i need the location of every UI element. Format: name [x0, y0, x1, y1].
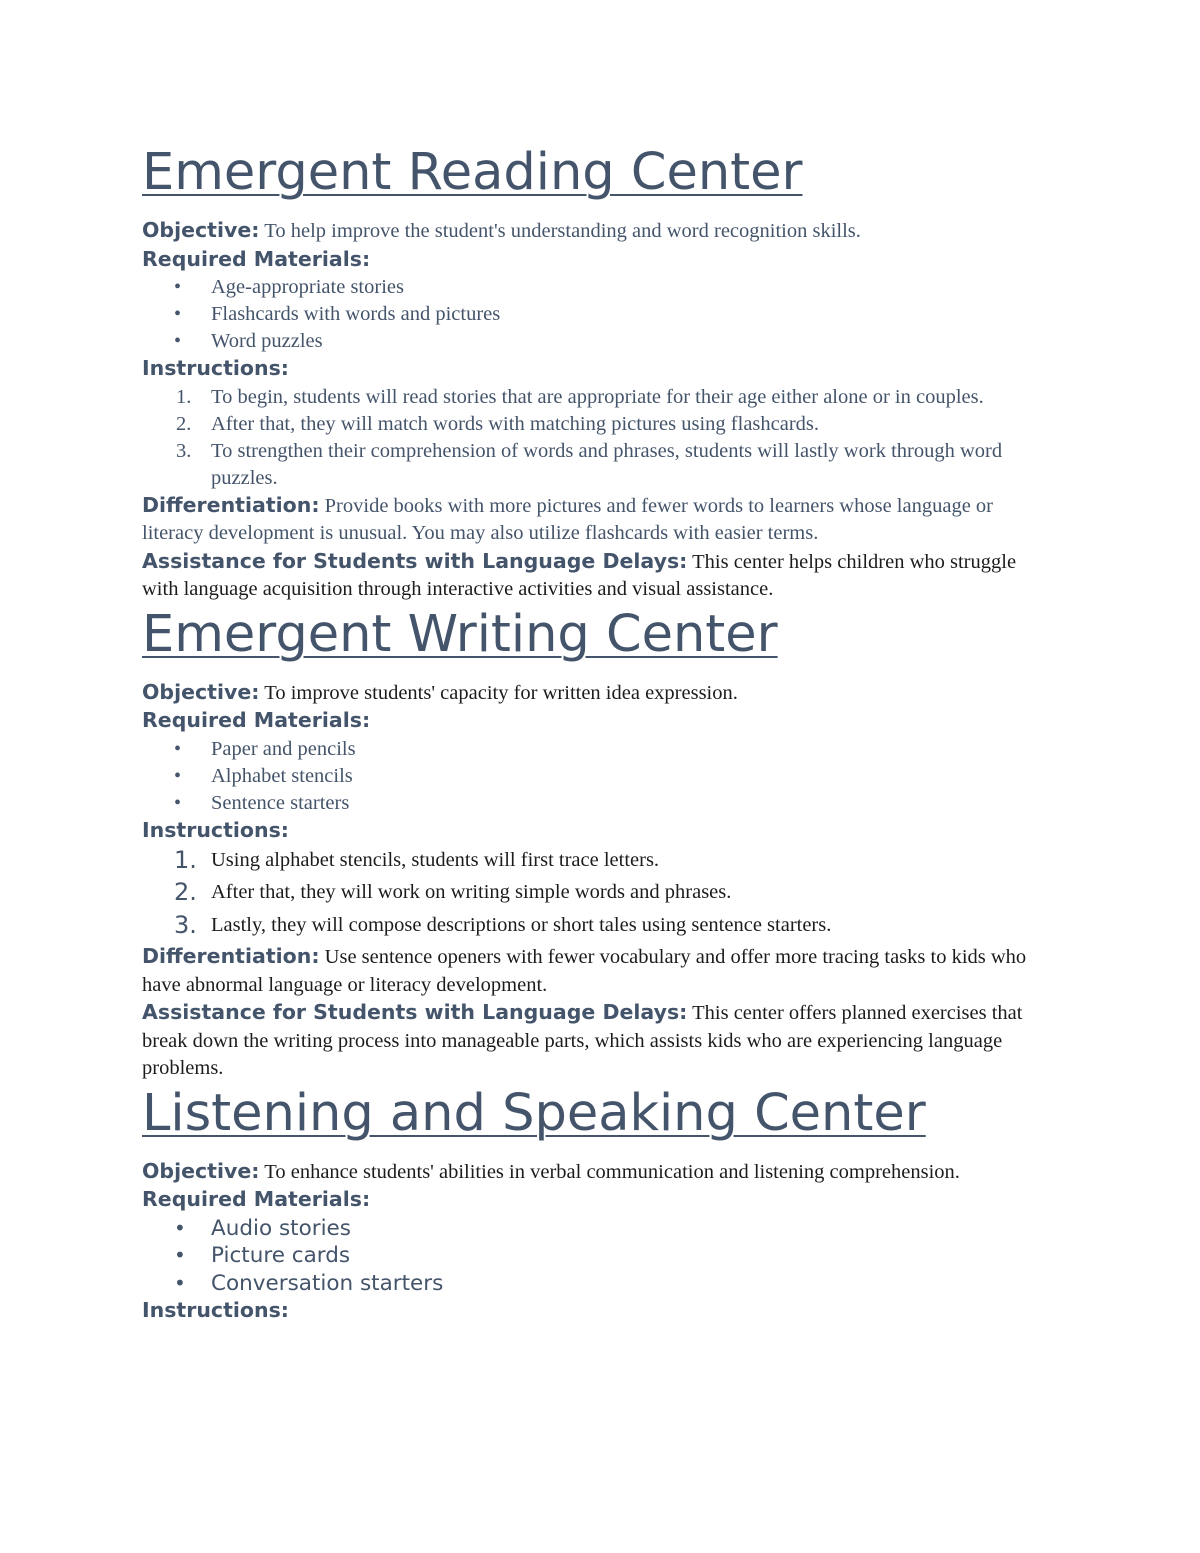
assistance-text: This center offers planned exercises that break down the writing process into manageable parts, which assists kids who are experiencing language problems. — [142, 1002, 1023, 1079]
materials-list — [142, 736, 1057, 817]
list-item-text: Using alphabet stencils, students will first trace letters. — [211, 849, 660, 871]
materials-list — [142, 1215, 1057, 1298]
list-item — [142, 845, 1057, 877]
list-item — [142, 274, 1057, 301]
instructions-label: Instructions: — [142, 356, 289, 380]
section-title-writing: Emergent Writing Center — [142, 604, 778, 664]
list-item — [142, 301, 1057, 328]
differentiation-paragraph — [142, 492, 1057, 548]
list-item-text: Alphabet stencils — [211, 764, 353, 787]
list-item-text: Paper and pencils — [211, 737, 356, 760]
bullet-icon: • — [174, 791, 182, 814]
list-item-text: Lastly, they will compose descriptions or short tales using sentence starters. — [211, 914, 832, 936]
list-item-text: After that, they will match words with matching pictures using flashcards. — [211, 412, 820, 435]
list-item — [142, 877, 1057, 909]
list-item — [142, 438, 1057, 492]
materials-heading — [142, 707, 1057, 736]
materials-label: Required Materials: — [142, 246, 371, 271]
list-item-text: Picture cards — [211, 1243, 351, 1268]
instructions-label: Instructions: — [142, 1298, 289, 1322]
list-item-text: Audio stories — [211, 1215, 351, 1241]
materials-heading — [142, 1186, 1057, 1215]
differentiation-text: Use sentence openers with fewer vocabulary and offer more tracing tasks to kids who have abnormal language or literacy development. — [142, 946, 1027, 996]
list-number: 3. — [174, 911, 197, 939]
list-item — [142, 908, 1057, 943]
objective-text: To enhance students' abilities in verbal communication and listening comprehension. — [264, 1160, 960, 1183]
list-item-text: Conversation starters — [211, 1270, 444, 1296]
list-item — [142, 384, 1057, 411]
differentiation-label: Differentiation: — [142, 492, 320, 517]
objective-label: Objective: — [142, 218, 260, 242]
bullet-icon: • — [174, 764, 182, 787]
differentiation-paragraph — [142, 943, 1057, 999]
list-item — [142, 736, 1057, 763]
instructions-list — [142, 384, 1057, 492]
list-item-text: Flashcards with words and pictures — [211, 303, 501, 325]
objective-text: To help improve the student's understanding and word recognition skills. — [264, 220, 861, 242]
instructions-label: Instructions: — [142, 817, 289, 842]
list-item-text: Age-appropriate stories — [211, 276, 404, 298]
instructions-list — [142, 845, 1057, 943]
objective-label: Objective: — [142, 1158, 260, 1183]
list-item — [142, 763, 1057, 790]
list-item-text: To begin, students will read stories that are appropriate for their age either alone or in couples. — [211, 385, 984, 408]
materials-label: Required Materials: — [142, 1187, 371, 1211]
list-item — [142, 411, 1057, 438]
list-item — [142, 790, 1057, 817]
differentiation-label: Differentiation: — [142, 944, 320, 968]
materials-list — [142, 274, 1057, 355]
bullet-icon: • — [174, 330, 182, 352]
section-title-listening: Listening and Speaking Center — [142, 1083, 926, 1143]
list-number: 1. — [174, 846, 197, 874]
materials-heading — [142, 246, 1057, 275]
list-item — [142, 1242, 1057, 1270]
assistance-text: This center helps children who struggle with language acquisition through interactive activities and visual assistance. — [142, 550, 1017, 600]
list-item-text: Word puzzles — [211, 330, 323, 352]
objective-paragraph — [142, 1158, 1057, 1187]
bullet-icon: • — [174, 1270, 186, 1295]
assistance-paragraph — [142, 999, 1057, 1083]
assistance-paragraph — [142, 548, 1057, 604]
instructions-heading — [142, 1297, 1057, 1326]
list-item-text: To strengthen their comprehension of words and phrases, students will lastly work through word puzzles. — [211, 439, 1003, 489]
list-item-text: After that, they will work on writing simple words and phrases. — [211, 880, 732, 903]
list-item — [142, 328, 1057, 355]
document-page — [142, 138, 1057, 1326]
list-number: 2. — [176, 412, 192, 435]
instructions-heading — [142, 817, 1057, 846]
list-item — [142, 1215, 1057, 1243]
list-item — [142, 1270, 1057, 1298]
bullet-icon: • — [174, 276, 182, 298]
list-item-text: Sentence starters — [211, 791, 350, 814]
section-title-reading: Emergent Reading Center — [142, 143, 803, 202]
bullet-icon: • — [174, 1215, 186, 1240]
objective-label: Objective: — [142, 679, 260, 704]
objective-text: To improve students' capacity for written idea expression. — [264, 681, 738, 704]
bullet-icon: • — [174, 737, 182, 760]
assistance-label: Assistance for Students with Language Delays: — [142, 1000, 688, 1024]
list-number: 2. — [174, 877, 197, 906]
assistance-label: Assistance for Students with Language Delays: — [142, 548, 688, 573]
bullet-icon: • — [174, 303, 182, 325]
objective-paragraph — [142, 679, 1057, 708]
list-number: 3. — [176, 439, 192, 462]
differentiation-text: Provide books with more pictures and fewer words to learners whose language or literacy development is unusual. You may also utilize flashcards with easier terms. — [142, 494, 993, 544]
objective-paragraph — [142, 217, 1057, 246]
list-number: 1. — [176, 385, 192, 408]
materials-label: Required Materials: — [142, 708, 371, 732]
instructions-heading — [142, 355, 1057, 384]
bullet-icon: • — [174, 1243, 186, 1267]
